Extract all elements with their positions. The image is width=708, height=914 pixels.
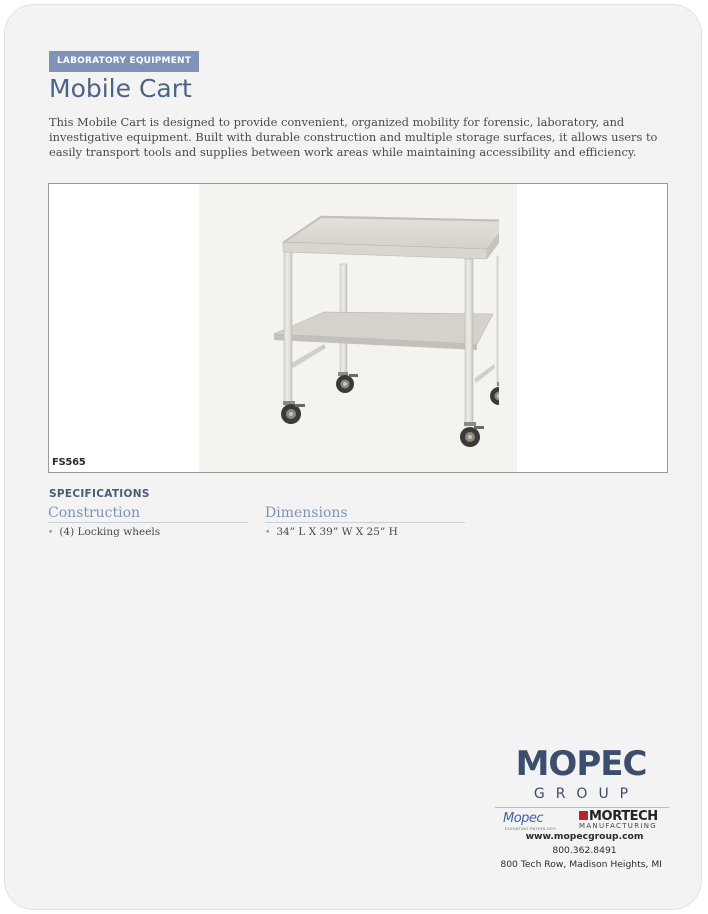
spec-item-text: (4) Locking wheels [59, 526, 161, 538]
spec-item-text: 34” L X 39” W X 25” H [276, 526, 398, 538]
spec-dimensions [265, 505, 465, 538]
mopec-sub-logo [495, 811, 565, 831]
logo-divider [495, 807, 669, 808]
spec-construction [48, 505, 248, 538]
spec-title: Dimensions [265, 505, 465, 523]
website-link[interactable]: www.mopecgroup.com [525, 831, 644, 842]
contact-block [432, 830, 662, 872]
spec-item [265, 526, 465, 538]
mopec-sub-wordmark: Mopec [503, 811, 544, 826]
spec-sheet [4, 4, 702, 910]
specifications-heading: SPECIFICATIONS [49, 488, 150, 500]
mortech-square-icon [579, 811, 588, 820]
mortech-tagline: MANUFACTURING [579, 822, 658, 830]
bullet-icon: • [265, 528, 271, 538]
mopec-tagline: ELEVATING PATHOLOGY [505, 826, 557, 831]
bullet-icon: • [48, 528, 54, 538]
group-wordmark: GROUP [533, 786, 640, 802]
mortech-logo [579, 809, 671, 830]
mopec-wordmark: MOPEC [515, 744, 647, 784]
product-image-frame [48, 183, 668, 473]
spec-title: Construction [48, 505, 248, 523]
intro-paragraph: This Mobile Cart is designed to provide convenient, organized mobility for forensic, laboratory, and investigative equipment. Built with durable construction and multiple storage surfaces, it allows users to easily transport tools and supplies between work areas while maintaining accessibility and efficiency. [49, 115, 658, 159]
mortech-text: MORTECH [589, 809, 658, 824]
page-title: Mobile Cart [49, 74, 192, 103]
address: 800 Tech Row, Madison Heights, MI [500, 859, 662, 870]
mobile-cart-photo [229, 204, 499, 454]
caster-wheel [281, 401, 305, 424]
phone-number: 800.362.8491 [552, 845, 617, 856]
category-badge: LABORATORY EQUIPMENT [49, 51, 199, 72]
product-code: FS565 [52, 457, 86, 468]
spec-item [48, 526, 248, 538]
